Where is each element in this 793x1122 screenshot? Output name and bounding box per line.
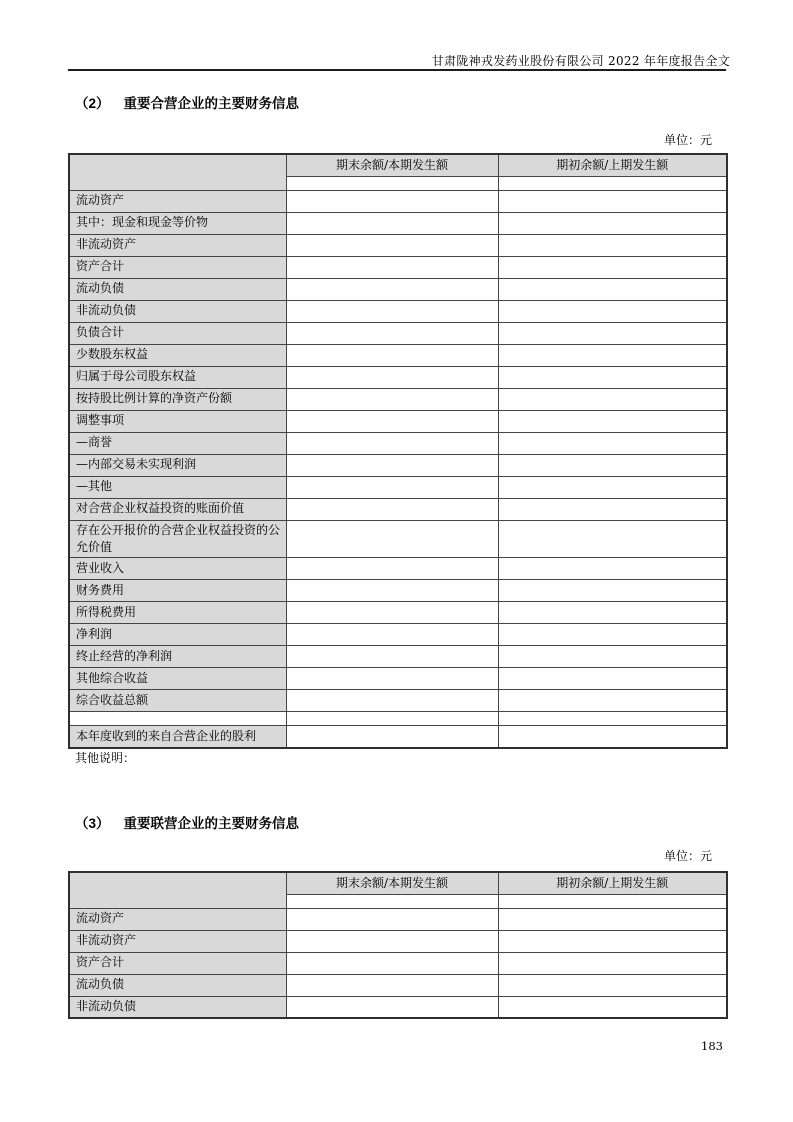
value-cell	[498, 996, 727, 1018]
value-cell	[498, 952, 727, 974]
value-cell	[498, 602, 727, 624]
column-header: 期初余额/上期发生额	[498, 154, 727, 176]
row-label: 终止经营的净利润	[69, 646, 286, 668]
value-cell	[498, 454, 727, 476]
report-header-title: 甘肃陇神戎发药业股份有限公司 2022 年年度报告全文	[431, 54, 730, 68]
value-cell	[286, 558, 498, 580]
row-label: 所得税费用	[69, 602, 286, 624]
column-header: 期初余额/上期发生额	[498, 872, 727, 894]
value-cell	[498, 344, 727, 366]
value-cell	[286, 476, 498, 498]
value-cell	[286, 908, 498, 930]
section-2-number: （2）	[75, 96, 110, 111]
table-header-row	[69, 154, 727, 176]
table-row	[69, 646, 727, 668]
table-row	[69, 190, 727, 212]
row-label: 调整事项	[69, 410, 286, 432]
table-row	[69, 388, 727, 410]
unit-label-2: 单位：元	[663, 849, 712, 863]
row-label: 流动资产	[69, 190, 286, 212]
value-cell	[498, 974, 727, 996]
value-cell	[286, 690, 498, 712]
table-row	[69, 410, 727, 432]
value-cell	[498, 498, 727, 520]
row-label: 非流动资产	[69, 930, 286, 952]
value-cell	[498, 322, 727, 344]
value-cell	[498, 580, 727, 602]
row-label: 资产合计	[69, 256, 286, 278]
value-cell	[286, 256, 498, 278]
table-row	[69, 974, 727, 996]
value-cell	[286, 624, 498, 646]
value-cell	[286, 278, 498, 300]
unit-label-1: 单位：元	[663, 133, 712, 147]
row-label: 资产合计	[69, 952, 286, 974]
value-cell	[498, 668, 727, 690]
section-2-heading	[75, 92, 299, 112]
value-cell	[286, 996, 498, 1018]
row-label: 本年度收到的来自合营企业的股利	[69, 726, 286, 748]
value-cell	[286, 432, 498, 454]
value-cell	[286, 366, 498, 388]
value-cell	[498, 624, 727, 646]
row-label: 净利润	[69, 624, 286, 646]
table-row	[69, 212, 727, 234]
value-cell	[286, 602, 498, 624]
table-row	[69, 952, 727, 974]
row-label: —其他	[69, 476, 286, 498]
value-cell	[286, 300, 498, 322]
row-label: 非流动负债	[69, 300, 286, 322]
value-cell	[498, 256, 727, 278]
value-cell	[498, 300, 727, 322]
table-row	[69, 234, 727, 256]
value-cell	[498, 726, 727, 748]
column-header: 期末余额/本期发生额	[286, 872, 498, 894]
page-number: 183	[701, 1039, 723, 1053]
value-cell	[286, 388, 498, 410]
value-cell	[286, 344, 498, 366]
column-header: 期末余额/本期发生额	[286, 154, 498, 176]
corner-cell	[69, 872, 286, 908]
row-label: 负债合计	[69, 322, 286, 344]
value-cell	[286, 712, 498, 726]
section-3-heading	[75, 812, 299, 832]
table-row	[69, 454, 727, 476]
row-label: 财务费用	[69, 580, 286, 602]
value-cell	[498, 908, 727, 930]
joint-venture-financials-table	[68, 153, 728, 749]
row-label: 流动负债	[69, 974, 286, 996]
value-cell	[286, 974, 498, 996]
table-row	[69, 300, 727, 322]
value-cell	[498, 176, 727, 190]
table-row	[69, 726, 727, 748]
section-2-title: 重要合营企业的主要财务信息	[123, 96, 300, 111]
row-label: 非流动资产	[69, 234, 286, 256]
value-cell	[286, 498, 498, 520]
row-label: 非流动负债	[69, 996, 286, 1018]
table-row	[69, 930, 727, 952]
value-cell	[286, 894, 498, 908]
value-cell	[286, 234, 498, 256]
value-cell	[286, 952, 498, 974]
value-cell	[286, 520, 498, 558]
table-row	[69, 580, 727, 602]
associate-financials-table	[68, 871, 728, 1019]
table-row	[69, 476, 727, 498]
value-cell	[286, 668, 498, 690]
value-cell	[498, 894, 727, 908]
row-label: 其中：现金和现金等价物	[69, 212, 286, 234]
section-3-title: 重要联营企业的主要财务信息	[123, 816, 300, 831]
value-cell	[286, 410, 498, 432]
row-label: 归属于母公司股东权益	[69, 366, 286, 388]
row-label: 对合营企业权益投资的账面价值	[69, 498, 286, 520]
value-cell	[498, 388, 727, 410]
row-label: 综合收益总额	[69, 690, 286, 712]
row-label	[69, 712, 286, 726]
row-label: 流动资产	[69, 908, 286, 930]
value-cell	[286, 212, 498, 234]
row-label: 营业收入	[69, 558, 286, 580]
row-label: 按持股比例计算的净资产份额	[69, 388, 286, 410]
value-cell	[286, 726, 498, 748]
section-3-number: （3）	[75, 816, 110, 831]
table-row	[69, 278, 727, 300]
table-row	[69, 256, 727, 278]
corner-cell	[69, 154, 286, 190]
row-label: —内部交易未实现利润	[69, 454, 286, 476]
row-label: 其他综合收益	[69, 668, 286, 690]
table-row	[69, 624, 727, 646]
table-row	[69, 520, 727, 558]
value-cell	[498, 278, 727, 300]
value-cell	[498, 712, 727, 726]
value-cell	[286, 580, 498, 602]
row-label: —商誉	[69, 432, 286, 454]
table-row	[69, 498, 727, 520]
value-cell	[498, 520, 727, 558]
table-row	[69, 344, 727, 366]
table-row	[69, 690, 727, 712]
value-cell	[498, 234, 727, 256]
value-cell	[498, 690, 727, 712]
separator-row	[69, 712, 727, 726]
table-row	[69, 366, 727, 388]
value-cell	[498, 646, 727, 668]
table-row	[69, 668, 727, 690]
value-cell	[286, 454, 498, 476]
value-cell	[498, 190, 727, 212]
row-label: 流动负债	[69, 278, 286, 300]
value-cell	[286, 646, 498, 668]
value-cell	[498, 476, 727, 498]
value-cell	[498, 930, 727, 952]
other-notes-label: 其他说明：	[75, 751, 136, 765]
table-row	[69, 558, 727, 580]
table-row	[69, 602, 727, 624]
value-cell	[286, 190, 498, 212]
table-header-row	[69, 872, 727, 894]
value-cell	[498, 366, 727, 388]
value-cell	[498, 558, 727, 580]
value-cell	[498, 212, 727, 234]
row-label: 存在公开报价的合营企业权益投资的公允价值	[69, 520, 286, 558]
header-divider	[68, 69, 726, 71]
table-row	[69, 996, 727, 1018]
row-label: 少数股东权益	[69, 344, 286, 366]
table-row	[69, 322, 727, 344]
value-cell	[286, 930, 498, 952]
value-cell	[498, 410, 727, 432]
value-cell	[286, 322, 498, 344]
table-row	[69, 908, 727, 930]
value-cell	[498, 432, 727, 454]
table-row	[69, 432, 727, 454]
value-cell	[286, 176, 498, 190]
